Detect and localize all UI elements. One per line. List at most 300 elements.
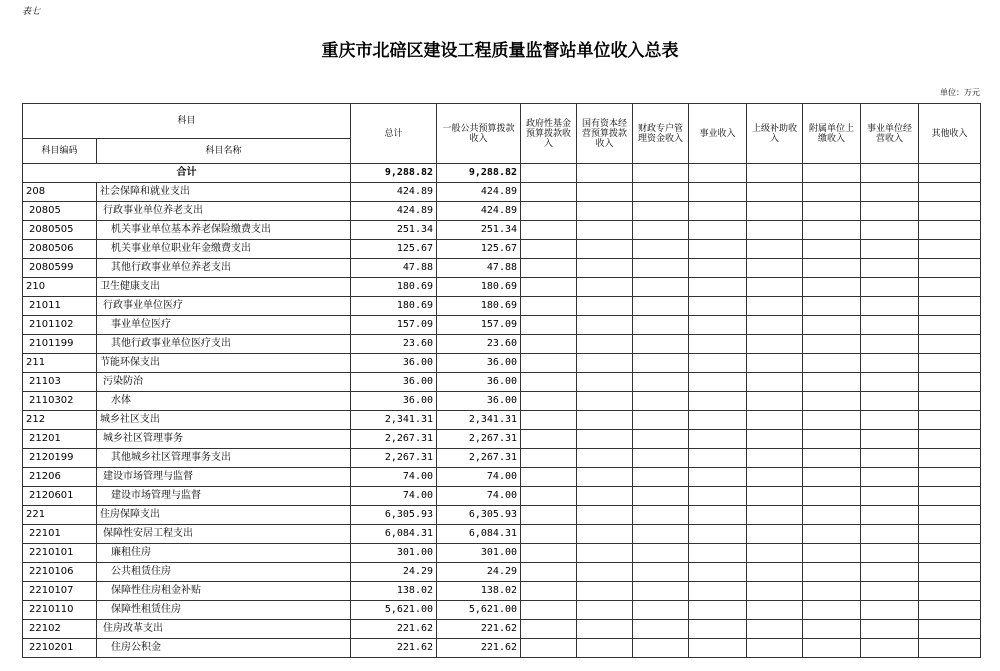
empty-cell [747, 373, 803, 392]
general-budget-cell: 36.00 [437, 373, 521, 392]
general-budget-cell: 424.89 [437, 183, 521, 202]
empty-cell [689, 601, 747, 620]
empty-cell [521, 316, 577, 335]
empty-cell [521, 335, 577, 354]
name-header: 科目名称 [97, 139, 351, 164]
empty-cell [577, 240, 633, 259]
empty-cell [689, 354, 747, 373]
general-budget-cell: 301.00 [437, 544, 521, 563]
empty-cell [919, 278, 981, 297]
empty-cell [747, 240, 803, 259]
total-cell: 2,341.31 [351, 411, 437, 430]
empty-cell [747, 278, 803, 297]
empty-cell [577, 316, 633, 335]
empty-cell [803, 563, 861, 582]
empty-cell [689, 620, 747, 639]
empty-cell [633, 392, 689, 411]
code-cell: 2110302 [23, 392, 97, 411]
col-header-gov-fund: 政府性基金预算拨款收入 [521, 104, 577, 164]
code-cell: 208 [23, 183, 97, 202]
code-cell: 221 [23, 506, 97, 525]
empty-cell [577, 221, 633, 240]
empty-cell [919, 259, 981, 278]
empty-cell [803, 430, 861, 449]
empty-cell [803, 449, 861, 468]
general-budget-cell: 424.89 [437, 202, 521, 221]
table-row [23, 468, 981, 487]
empty-cell [633, 449, 689, 468]
col-header-other-income: 其他收入 [919, 104, 981, 164]
total-cell: 125.67 [351, 240, 437, 259]
empty-cell [577, 506, 633, 525]
empty-cell [521, 240, 577, 259]
empty-cell [803, 183, 861, 202]
empty-cell [633, 259, 689, 278]
empty-cell [919, 316, 981, 335]
empty-cell [803, 278, 861, 297]
empty-cell [861, 259, 919, 278]
empty-cell [689, 411, 747, 430]
general-budget-cell: 6,305.93 [437, 506, 521, 525]
empty-cell [919, 468, 981, 487]
name-cell: 住房改革支出 [97, 620, 351, 639]
empty-cell [747, 487, 803, 506]
empty-cell [577, 335, 633, 354]
empty-cell [747, 506, 803, 525]
empty-cell [521, 354, 577, 373]
empty-cell [633, 164, 689, 183]
empty-cell [919, 525, 981, 544]
total-cell: 2,267.31 [351, 430, 437, 449]
name-cell: 公共租赁住房 [97, 563, 351, 582]
empty-cell [803, 354, 861, 373]
name-cell: 社会保障和就业支出 [97, 183, 351, 202]
name-cell: 节能环保支出 [97, 354, 351, 373]
empty-cell [577, 582, 633, 601]
empty-cell [689, 373, 747, 392]
general-budget-cell: 36.00 [437, 392, 521, 411]
empty-cell [861, 506, 919, 525]
code-cell: 2080599 [23, 259, 97, 278]
general-budget-cell: 24.29 [437, 563, 521, 582]
code-cell: 210 [23, 278, 97, 297]
empty-cell [919, 639, 981, 658]
table-row [23, 544, 981, 563]
empty-cell [633, 411, 689, 430]
name-cell: 机关事业单位职业年金缴费支出 [97, 240, 351, 259]
empty-cell [521, 525, 577, 544]
empty-cell [689, 563, 747, 582]
empty-cell [861, 525, 919, 544]
total-cell: 24.29 [351, 563, 437, 582]
unit-label: 单位：万元 [940, 88, 980, 97]
code-cell: 21201 [23, 430, 97, 449]
empty-cell [919, 221, 981, 240]
empty-cell [577, 297, 633, 316]
col-header-affiliated-units: 附属单位上缴收入 [803, 104, 861, 164]
empty-cell [633, 183, 689, 202]
empty-cell [919, 620, 981, 639]
table-row [23, 240, 981, 259]
total-cell: 221.62 [351, 639, 437, 658]
total-cell: 36.00 [351, 354, 437, 373]
name-cell: 其他行政事业单位医疗支出 [97, 335, 351, 354]
empty-cell [633, 373, 689, 392]
total-cell: 138.02 [351, 582, 437, 601]
general-budget-cell: 2,341.31 [437, 411, 521, 430]
empty-cell [689, 259, 747, 278]
empty-cell [803, 297, 861, 316]
table-row [23, 335, 981, 354]
empty-cell [803, 525, 861, 544]
empty-cell [633, 335, 689, 354]
empty-cell [577, 278, 633, 297]
empty-cell [633, 620, 689, 639]
empty-cell [521, 430, 577, 449]
empty-cell [747, 297, 803, 316]
empty-cell [521, 297, 577, 316]
empty-cell [633, 202, 689, 221]
empty-cell [803, 316, 861, 335]
general-budget-cell: 180.69 [437, 297, 521, 316]
name-cell: 其他行政事业单位养老支出 [97, 259, 351, 278]
total-cell: 251.34 [351, 221, 437, 240]
empty-cell [521, 411, 577, 430]
code-cell: 2101199 [23, 335, 97, 354]
empty-cell [689, 278, 747, 297]
empty-cell [689, 183, 747, 202]
empty-cell [803, 468, 861, 487]
empty-cell [689, 506, 747, 525]
total-cell: 23.60 [351, 335, 437, 354]
table-row [23, 354, 981, 373]
empty-cell [577, 563, 633, 582]
empty-cell [577, 449, 633, 468]
code-header: 科目编码 [23, 139, 97, 164]
empty-cell [689, 297, 747, 316]
empty-cell [577, 392, 633, 411]
empty-cell [689, 582, 747, 601]
name-cell: 保障性安居工程支出 [97, 525, 351, 544]
col-header-special-account: 财政专户管理资金收入 [633, 104, 689, 164]
total-sum-cell: 9,288.82 [351, 164, 437, 183]
empty-cell [747, 183, 803, 202]
empty-cell [803, 373, 861, 392]
empty-cell [521, 544, 577, 563]
general-budget-cell: 157.09 [437, 316, 521, 335]
empty-cell [919, 297, 981, 316]
total-cell: 180.69 [351, 297, 437, 316]
empty-cell [689, 240, 747, 259]
empty-cell [861, 354, 919, 373]
empty-cell [861, 183, 919, 202]
general-budget-cell: 47.88 [437, 259, 521, 278]
code-cell: 22102 [23, 620, 97, 639]
empty-cell [633, 316, 689, 335]
empty-cell [521, 506, 577, 525]
empty-cell [577, 487, 633, 506]
empty-cell [861, 335, 919, 354]
empty-cell [747, 221, 803, 240]
empty-cell [521, 468, 577, 487]
empty-cell [747, 335, 803, 354]
empty-cell [521, 221, 577, 240]
income-summary-table [22, 103, 981, 658]
empty-cell [577, 259, 633, 278]
empty-cell [919, 544, 981, 563]
empty-cell [919, 411, 981, 430]
total-cell: 424.89 [351, 183, 437, 202]
name-cell: 机关事业单位基本养老保险缴费支出 [97, 221, 351, 240]
empty-cell [747, 639, 803, 658]
table-row [23, 202, 981, 221]
col-header-state-capital: 国有资本经营预算拨款收入 [577, 104, 633, 164]
empty-cell [521, 449, 577, 468]
general-budget-cell: 221.62 [437, 639, 521, 658]
name-cell: 行政事业单位养老支出 [97, 202, 351, 221]
empty-cell [633, 221, 689, 240]
col-header-operating-income: 事业单位经营收入 [861, 104, 919, 164]
empty-cell [633, 563, 689, 582]
total-general-cell: 9,288.82 [437, 164, 521, 183]
empty-cell [577, 202, 633, 221]
empty-cell [803, 506, 861, 525]
empty-cell [919, 392, 981, 411]
empty-cell [633, 525, 689, 544]
empty-cell [919, 563, 981, 582]
name-cell: 廉租住房 [97, 544, 351, 563]
empty-cell [633, 582, 689, 601]
empty-cell [861, 316, 919, 335]
empty-cell [861, 468, 919, 487]
code-cell: 2210106 [23, 563, 97, 582]
empty-cell [633, 544, 689, 563]
empty-cell [861, 449, 919, 468]
total-cell: 180.69 [351, 278, 437, 297]
table-row [23, 297, 981, 316]
empty-cell [861, 202, 919, 221]
general-budget-cell: 74.00 [437, 487, 521, 506]
name-cell: 事业单位医疗 [97, 316, 351, 335]
name-cell: 城乡社区管理事务 [97, 430, 351, 449]
table-row [23, 373, 981, 392]
table-row [23, 259, 981, 278]
empty-cell [803, 392, 861, 411]
empty-cell [919, 506, 981, 525]
empty-cell [633, 639, 689, 658]
total-cell: 74.00 [351, 468, 437, 487]
code-cell: 2210201 [23, 639, 97, 658]
empty-cell [747, 259, 803, 278]
total-cell: 36.00 [351, 373, 437, 392]
code-cell: 20805 [23, 202, 97, 221]
empty-cell [747, 563, 803, 582]
code-cell: 2120601 [23, 487, 97, 506]
table-row [23, 563, 981, 582]
general-budget-cell: 5,621.00 [437, 601, 521, 620]
code-cell: 2120199 [23, 449, 97, 468]
empty-cell [861, 563, 919, 582]
name-cell: 住房公积金 [97, 639, 351, 658]
empty-cell [577, 183, 633, 202]
table-row [23, 430, 981, 449]
subject-header: 科目 [23, 104, 351, 139]
code-cell: 21103 [23, 373, 97, 392]
code-cell: 21011 [23, 297, 97, 316]
empty-cell [747, 544, 803, 563]
empty-cell [689, 392, 747, 411]
empty-cell [919, 164, 981, 183]
empty-cell [747, 164, 803, 183]
empty-cell [689, 335, 747, 354]
empty-cell [521, 582, 577, 601]
empty-cell [747, 354, 803, 373]
code-cell: 21206 [23, 468, 97, 487]
code-cell: 2080506 [23, 240, 97, 259]
general-budget-cell: 251.34 [437, 221, 521, 240]
general-budget-cell: 138.02 [437, 582, 521, 601]
header-row-1 [23, 104, 981, 139]
total-cell: 47.88 [351, 259, 437, 278]
empty-cell [861, 582, 919, 601]
table-row [23, 411, 981, 430]
empty-cell [919, 240, 981, 259]
empty-cell [521, 259, 577, 278]
empty-cell [689, 487, 747, 506]
col-header-general-budget: 一般公共预算拨款收入 [437, 104, 521, 164]
code-cell: 2210107 [23, 582, 97, 601]
empty-cell [919, 582, 981, 601]
general-budget-cell: 36.00 [437, 354, 521, 373]
table-row [23, 449, 981, 468]
total-cell: 6,305.93 [351, 506, 437, 525]
empty-cell [861, 373, 919, 392]
empty-cell [521, 620, 577, 639]
total-row [23, 164, 981, 183]
empty-cell [521, 202, 577, 221]
general-budget-cell: 2,267.31 [437, 449, 521, 468]
empty-cell [861, 240, 919, 259]
code-cell: 2210101 [23, 544, 97, 563]
total-cell: 424.89 [351, 202, 437, 221]
empty-cell [577, 544, 633, 563]
empty-cell [577, 164, 633, 183]
table-row [23, 278, 981, 297]
table-row [23, 506, 981, 525]
name-cell: 行政事业单位医疗 [97, 297, 351, 316]
empty-cell [919, 335, 981, 354]
empty-cell [747, 392, 803, 411]
empty-cell [747, 411, 803, 430]
empty-cell [689, 164, 747, 183]
empty-cell [861, 221, 919, 240]
col-header-total: 总计 [351, 104, 437, 164]
total-cell: 2,267.31 [351, 449, 437, 468]
col-header-business-income: 事业收入 [689, 104, 747, 164]
general-budget-cell: 221.62 [437, 620, 521, 639]
empty-cell [633, 601, 689, 620]
empty-cell [747, 620, 803, 639]
table-row [23, 601, 981, 620]
total-cell: 36.00 [351, 392, 437, 411]
empty-cell [803, 240, 861, 259]
empty-cell [577, 525, 633, 544]
empty-cell [919, 430, 981, 449]
empty-cell [747, 202, 803, 221]
total-cell: 5,621.00 [351, 601, 437, 620]
empty-cell [689, 430, 747, 449]
empty-cell [919, 373, 981, 392]
empty-cell [803, 221, 861, 240]
code-cell: 212 [23, 411, 97, 430]
empty-cell [861, 601, 919, 620]
empty-cell [747, 430, 803, 449]
general-budget-cell: 2,267.31 [437, 430, 521, 449]
name-cell: 水体 [97, 392, 351, 411]
code-cell: 2101102 [23, 316, 97, 335]
table-row [23, 316, 981, 335]
empty-cell [689, 202, 747, 221]
empty-cell [861, 487, 919, 506]
code-cell: 211 [23, 354, 97, 373]
empty-cell [689, 449, 747, 468]
empty-cell [633, 354, 689, 373]
name-cell: 保障性住房租金补贴 [97, 582, 351, 601]
name-cell: 城乡社区支出 [97, 411, 351, 430]
empty-cell [521, 392, 577, 411]
empty-cell [747, 601, 803, 620]
empty-cell [521, 601, 577, 620]
empty-cell [633, 240, 689, 259]
empty-cell [803, 259, 861, 278]
empty-cell [747, 449, 803, 468]
code-cell: 2210110 [23, 601, 97, 620]
table-row [23, 221, 981, 240]
empty-cell [633, 297, 689, 316]
empty-cell [861, 411, 919, 430]
empty-cell [803, 582, 861, 601]
total-label: 合计 [23, 164, 351, 183]
empty-cell [633, 487, 689, 506]
empty-cell [861, 297, 919, 316]
empty-cell [919, 202, 981, 221]
empty-cell [803, 164, 861, 183]
empty-cell [521, 487, 577, 506]
empty-cell [521, 183, 577, 202]
table-row [23, 639, 981, 658]
table-row [23, 392, 981, 411]
total-cell: 221.62 [351, 620, 437, 639]
col-header-superior-subsidy: 上级补助收入 [747, 104, 803, 164]
empty-cell [521, 373, 577, 392]
empty-cell [747, 468, 803, 487]
empty-cell [861, 278, 919, 297]
empty-cell [747, 316, 803, 335]
empty-cell [521, 639, 577, 658]
empty-cell [689, 544, 747, 563]
empty-cell [919, 183, 981, 202]
empty-cell [803, 601, 861, 620]
name-cell: 其他城乡社区管理事务支出 [97, 449, 351, 468]
page-title: 重庆市北碚区建设工程质量监督站单位收入总表 [321, 41, 679, 61]
empty-cell [747, 582, 803, 601]
name-cell: 住房保障支出 [97, 506, 351, 525]
empty-cell [919, 354, 981, 373]
empty-cell [861, 430, 919, 449]
empty-cell [861, 392, 919, 411]
general-budget-cell: 180.69 [437, 278, 521, 297]
empty-cell [633, 468, 689, 487]
